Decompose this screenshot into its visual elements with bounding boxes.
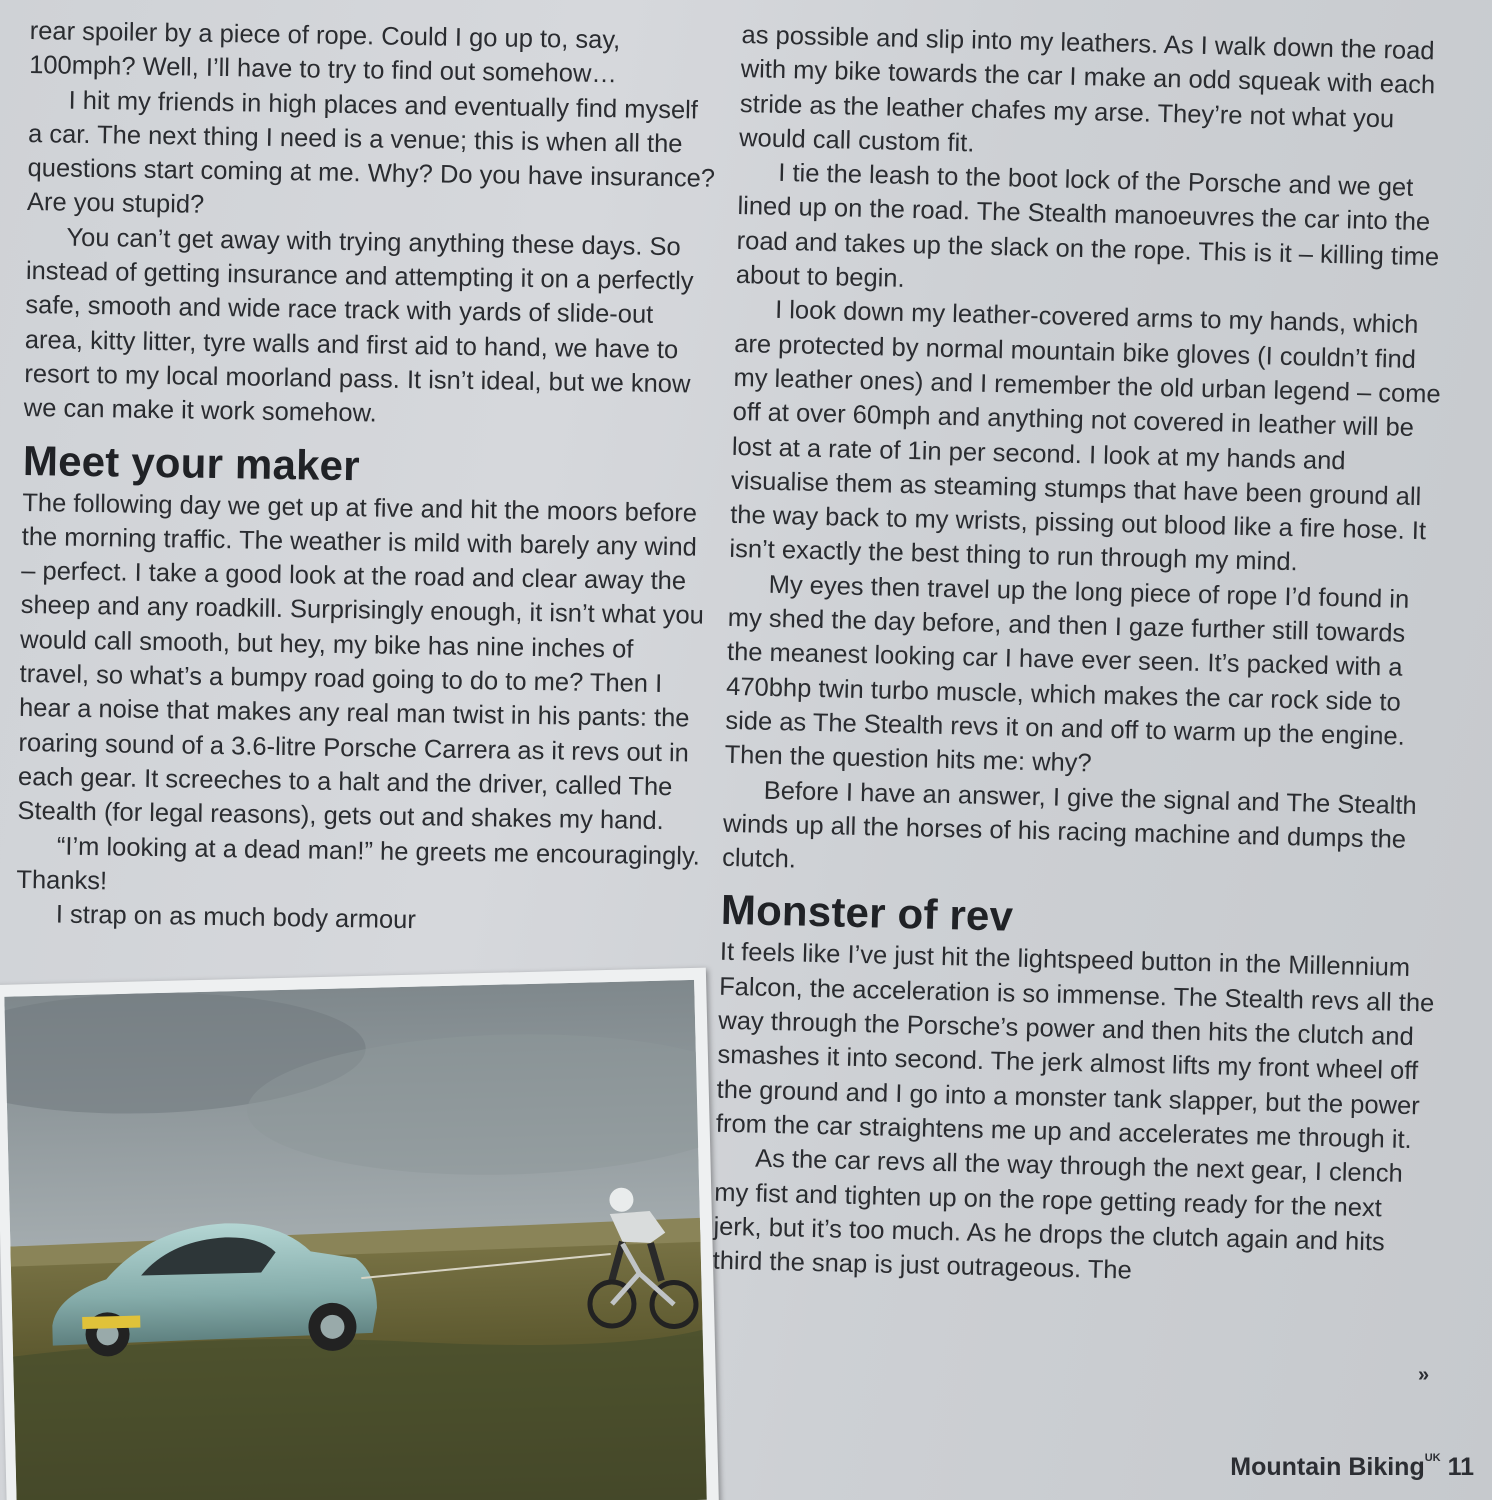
- right-column: [712, 18, 1457, 1295]
- section-heading-monster-of-rev: Monster of rev: [720, 886, 1014, 941]
- number-plate: [82, 1316, 140, 1329]
- edition-label: UK: [1424, 1452, 1441, 1464]
- continue-arrow-icon: »: [1418, 1364, 1430, 1386]
- paragraph: I look down my leather-covered arms to my hands, which are protected by normal mountain bike gloves (I couldn’t find my leather ones) and I remember the old urban legend – come off at over 60mph and anything not covered in leather will be lost at a rate of 1in per second. I look at my hands and visualise them as steaming stumps that have been ground all the way back to my wrists, pissing out blood like a fire hose. It isn’t exactly the best thing to run through my mind.: [729, 296, 1441, 577]
- paragraph: I tie the leash to the boot lock of the Porsche and we get lined up on the road. The Stealth manoeuvres the car into the road and takes up the slack on the rope. This is it – killing time about to begin.: [735, 159, 1440, 293]
- paragraph: I strap on as much body armour: [55, 900, 417, 935]
- paragraph: You can’t get away with trying anything these days. So instead of getting insurance and attempting it on a perfectly safe, smooth and wide race track with yards of slide-out area, kitty litter, tyre walls and first aid to hand, we have to resort to my local moorland pass. It isn’t ideal, but we know we can make it work somehow.: [23, 223, 694, 428]
- page-number: 11: [1447, 1453, 1474, 1481]
- left-column: [16, 14, 718, 942]
- article-photo: [0, 968, 719, 1500]
- paragraph: As the car revs all the way through the next gear, I clench my fist and tighten up on the rope getting ready for the next jerk, but it’s too much. As he drops the clutch again and hits third the snap is just outrageous. The: [712, 1144, 1404, 1285]
- paragraph: “I’m looking at a dead man!” he greets me encouragingly. Thanks!: [16, 832, 701, 896]
- paragraph: The following day we get up at five and hit the moors before the morning traffic. The weather is mild with barely any wind – perfect. I take a good look at the road and clear away the sheep and any roadkill. Surprisingly enough, it isn’t what you would call smooth, but hey, my bike has nine inches of travel, so what’s a bumpy road going to do to me? Then I hear a noise that makes any real man twist in his pants: the roaring sound of a 3.6-litre Porsche Carrera as it revs out in each gear. It screeches to a halt and the driver, called The Stealth (for legal reasons), gets out and shakes my hand.: [17, 488, 705, 836]
- paragraph: My eyes then travel up the long piece of rope I’d found in my shed the day before, and then I gaze further still towards the meanest looking car I have ever seen. It’s packed with a 470bhp twin turbo muscle, which makes the car rock side to side as The Stealth revs it on and off to warm up the engine. Then the question hits me: why?: [724, 570, 1410, 778]
- paragraph: as possible and slip into my leathers. As I walk down the road with my bike towards the car I make an odd squeak with each stride as the leather chafes my arse. They’re not what you would call custom fit.: [738, 20, 1436, 158]
- magazine-name: Mountain Biking: [1230, 1453, 1425, 1481]
- paragraph: rear spoiler by a piece of rope. Could I go up to, say, 100mph? Well, I’ll have to try to find out somehow…: [28, 16, 621, 89]
- photo-car-towing-bike: [4, 980, 706, 1500]
- paragraph: Before I have an answer, I give the signal and The Stealth winds up all the horses of his racing machine and dumps the clutch.: [721, 776, 1418, 874]
- paragraph: I hit my friends in high places and eventually find myself a car. The next thing I need is a venue; this is when all the questions start coming at me. Why? Do you have insurance? Are you stupid?: [26, 86, 716, 220]
- paragraph: It feels like I’ve just hit the lightspeed button in the Millennium Falcon, the acceleration is so immense. The Stealth revs all the way through the Porsche’s power and then hits the clutch and smashes it into second. The jerk almost lifts my front wheel off the ground and I go into a monster tank slapper, but the power from the car straightens me up and accelerates me through it.: [715, 938, 1435, 1154]
- page-footer: [1230, 1452, 1474, 1482]
- section-heading-meet-your-maker: Meet your maker: [22, 436, 361, 489]
